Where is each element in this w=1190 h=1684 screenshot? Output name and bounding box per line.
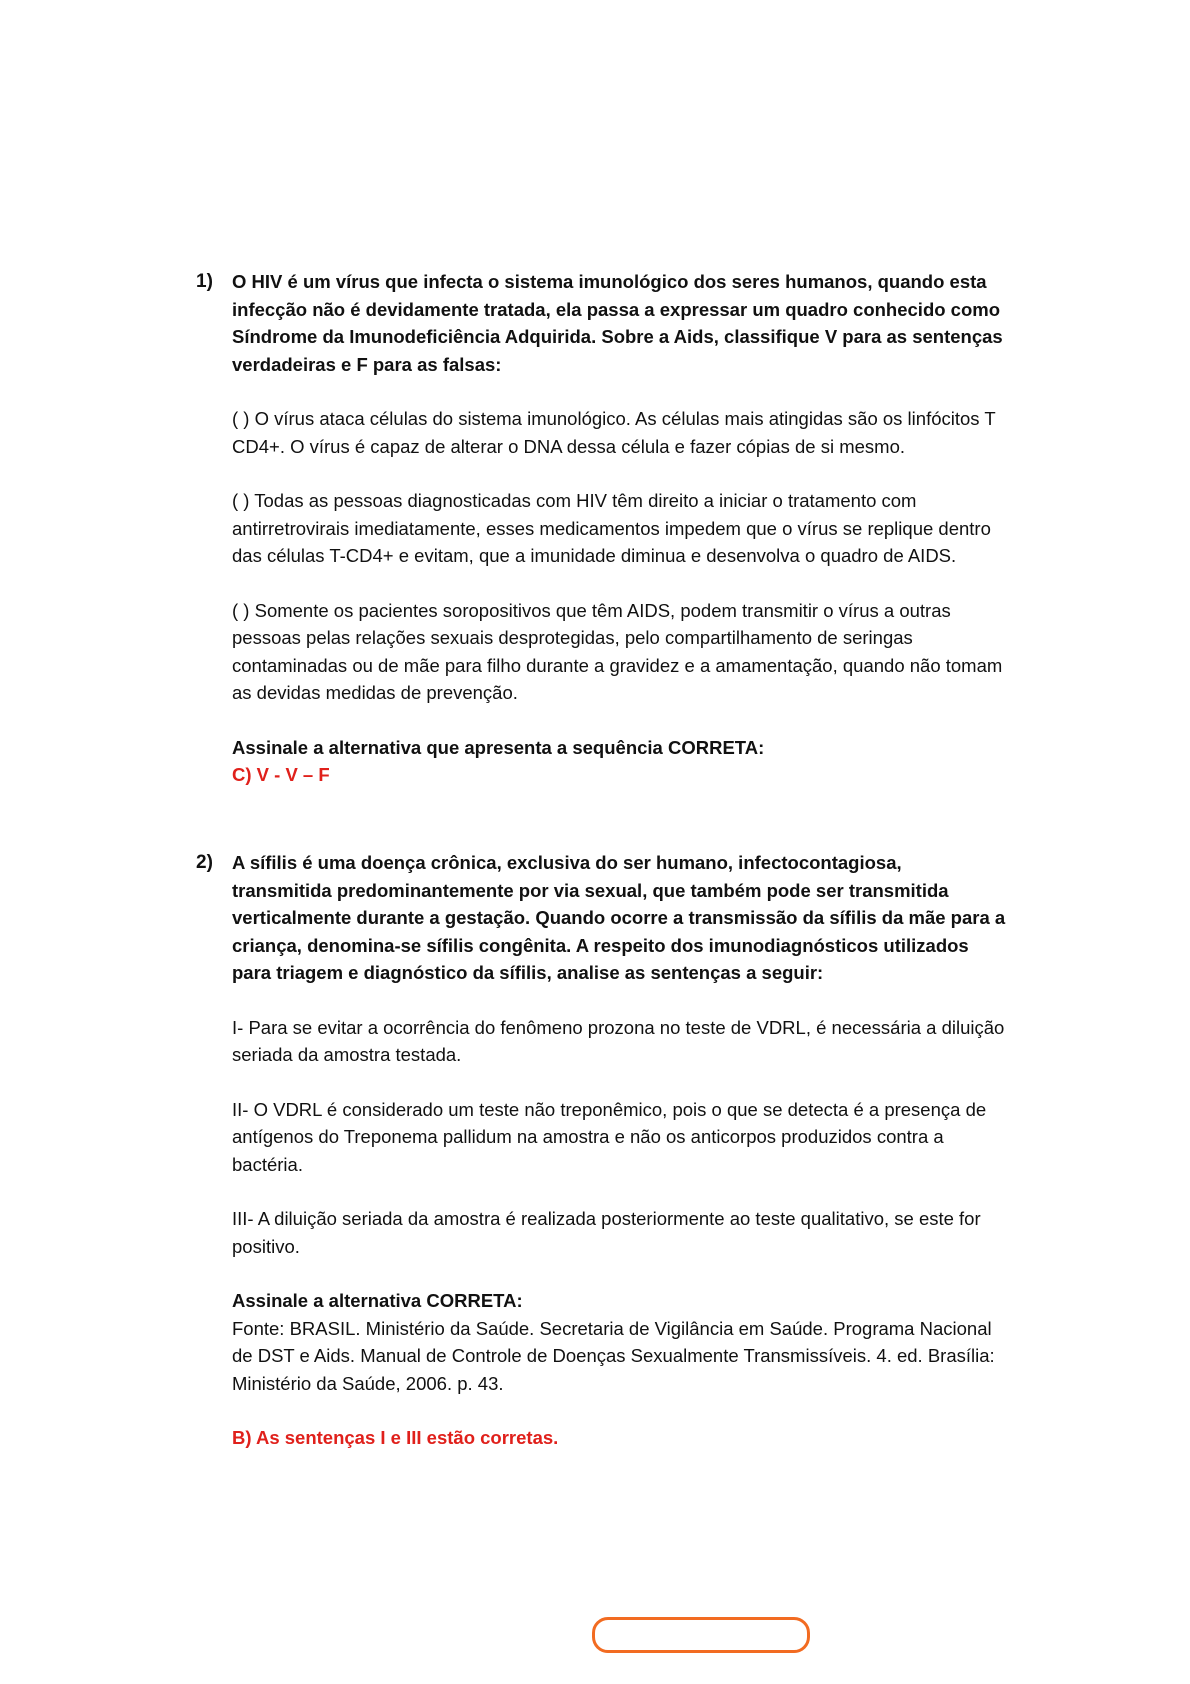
question-stem: A sífilis é uma doença crônica, exclusiva do ser humano, infectocontagiosa, transmitida predominantemente por via sexual, que também pode ser transmitida verticalmente durante a gestação. Quando ocorre a transmissão da sífilis da mãe para a criança, denomina-se sífilis congênita. A respeito dos imunodiagnósticos utilizados para triagem e diagnóstico da sífilis, analise as sentenças a seguir:: [232, 852, 1006, 983]
answer-text: B) As sentenças I e III estão corretas.: [232, 1427, 559, 1448]
statement: II- O VDRL é considerado um teste não treponêmico, pois o que se detecta é a presença de antígenos do Treponema pallidum na amostra e não os anticorpos produzidos contra a bactéria.: [232, 1098, 987, 1175]
question-instruction: Assinale a alternativa que apresenta a sequência CORRETA:: [232, 736, 765, 758]
question-body: [232, 849, 1006, 1452]
question-body: [232, 268, 1006, 789]
question-2: [196, 849, 1006, 1452]
statement: I- Para se evitar a ocorrência do fenômeno prozona no teste de VDRL, é necessária a diluição seriada da amostra testada.: [232, 1016, 1005, 1065]
outlined-action-button[interactable]: [592, 1617, 810, 1653]
question-instruction: Assinale a alternativa CORRETA:: [232, 1290, 523, 1311]
statement: III- A diluição seriada da amostra é realizada posteriormente ao teste qualitativo, se este for positivo.: [232, 1208, 981, 1257]
question-number: 1): [196, 271, 213, 292]
source-citation: Fonte: BRASIL. Ministério da Saúde. Secretaria de Vigilância em Saúde. Programa Nacional de DST e Aids. Manual de Controle de Doenças Sexualmente Transmissíveis. 4. ed. Brasília: Ministério da Saúde, 2006. p. 43.: [232, 1317, 995, 1394]
answer-text: C) V - V – F: [232, 764, 330, 785]
question-1: [196, 268, 1006, 789]
question-number: 2): [196, 852, 213, 873]
statement: ( ) Somente os pacientes soropositivos que têm AIDS, podem transmitir o vírus a outras pessoas pelas relações sexuais desprotegidas, pelo compartilhamento de seringas contaminadas ou de mãe para filho durante a gravidez e a amamentação, quando não tomam as devidas medidas de prevenção.: [232, 599, 1003, 703]
question-stem: O HIV é um vírus que infecta o sistema imunológico dos seres humanos, quando esta infecção não é devidamente tratada, ela passa a expressar um quadro conhecido como Síndrome da Imunodeficiência Adquirida. Sobre a Aids, classifique V para as sentenças verdadeiras e F para as falsas:: [232, 271, 1003, 375]
statement: ( ) O vírus ataca células do sistema imunológico. As células mais atingidas são os linfócitos T CD4+. O vírus é capaz de alterar o DNA dessa célula e fazer cópias de si mesmo.: [232, 408, 996, 457]
statement: ( ) Todas as pessoas diagnosticadas com HIV têm direito a iniciar o tratamento com antirretrovirais imediatamente, esses medicamentos impedem que o vírus se replique dentro das células T-CD4+ e evitam, que a imunidade diminua e desenvolva o quadro de AIDS.: [232, 490, 991, 566]
